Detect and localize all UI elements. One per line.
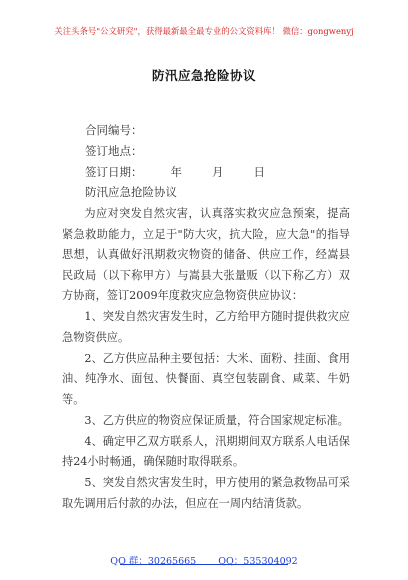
qq-number-text: QQ：535304092 [218,556,298,567]
promo-banner: 关注头条号"公文研究"，获得最新最全最专业的公文资料库！ 微信：gongwenyj [54,26,354,36]
date-month-label: 月 [212,165,224,179]
contract-number-field: 合同编号： [85,123,143,137]
sign-date-label: 签订日期： [85,165,143,179]
paragraph-clause-1: 1、突发自然灾害发生时，乙方给甲方随时提供救灾应急物资供应。 [62,310,350,344]
sign-place-field: 签订地点： [85,144,143,158]
document-title: 防汛应急抢险协议 [151,68,256,83]
sign-date-field [85,164,265,180]
paragraph-clause-2: 2、乙方供应品种主要包括：大米、面粉、挂面、食用油、纯净水、面包、快餐面、真空包装副食、咸菜、牛奶等。 [62,351,350,406]
date-day-label: 日 [253,165,265,179]
paragraph-clause-5: 5、突发自然灾害发生时，甲方使用的紧急救物品可采取先调用后付款的办法，但应在一周内结清货款。 [62,476,350,510]
footer-underline [120,564,288,565]
paragraph-intro: 为应对突发自然灾害，认真落实救灾应急预案，提高紧急救助能力，立足于"防大灾，抗大险，应大急"的指导思想，认真做好汛期救灾物资的储备、供应工作，经嵩县民政局（以下称甲方）与嵩县大张量贩（以下称乙方）双方协商，签订2009年度救灾应急物资供应协议： [62,207,350,302]
document-subtitle: 防汛应急抢险协议 [85,185,177,199]
date-year-label: 年 [170,165,182,179]
paragraph-clause-4: 4、确定甲乙双方联系人，汛期期间双方联系人电话保持24小时畅通，确保随时取得联系。 [62,434,350,468]
paragraph-clause-3: 3、乙方供应的物资应保证质量，符合国家规定标准。 [84,413,349,427]
document-body [62,204,350,515]
qq-group-text: QQ 群：30265665 [110,556,197,567]
